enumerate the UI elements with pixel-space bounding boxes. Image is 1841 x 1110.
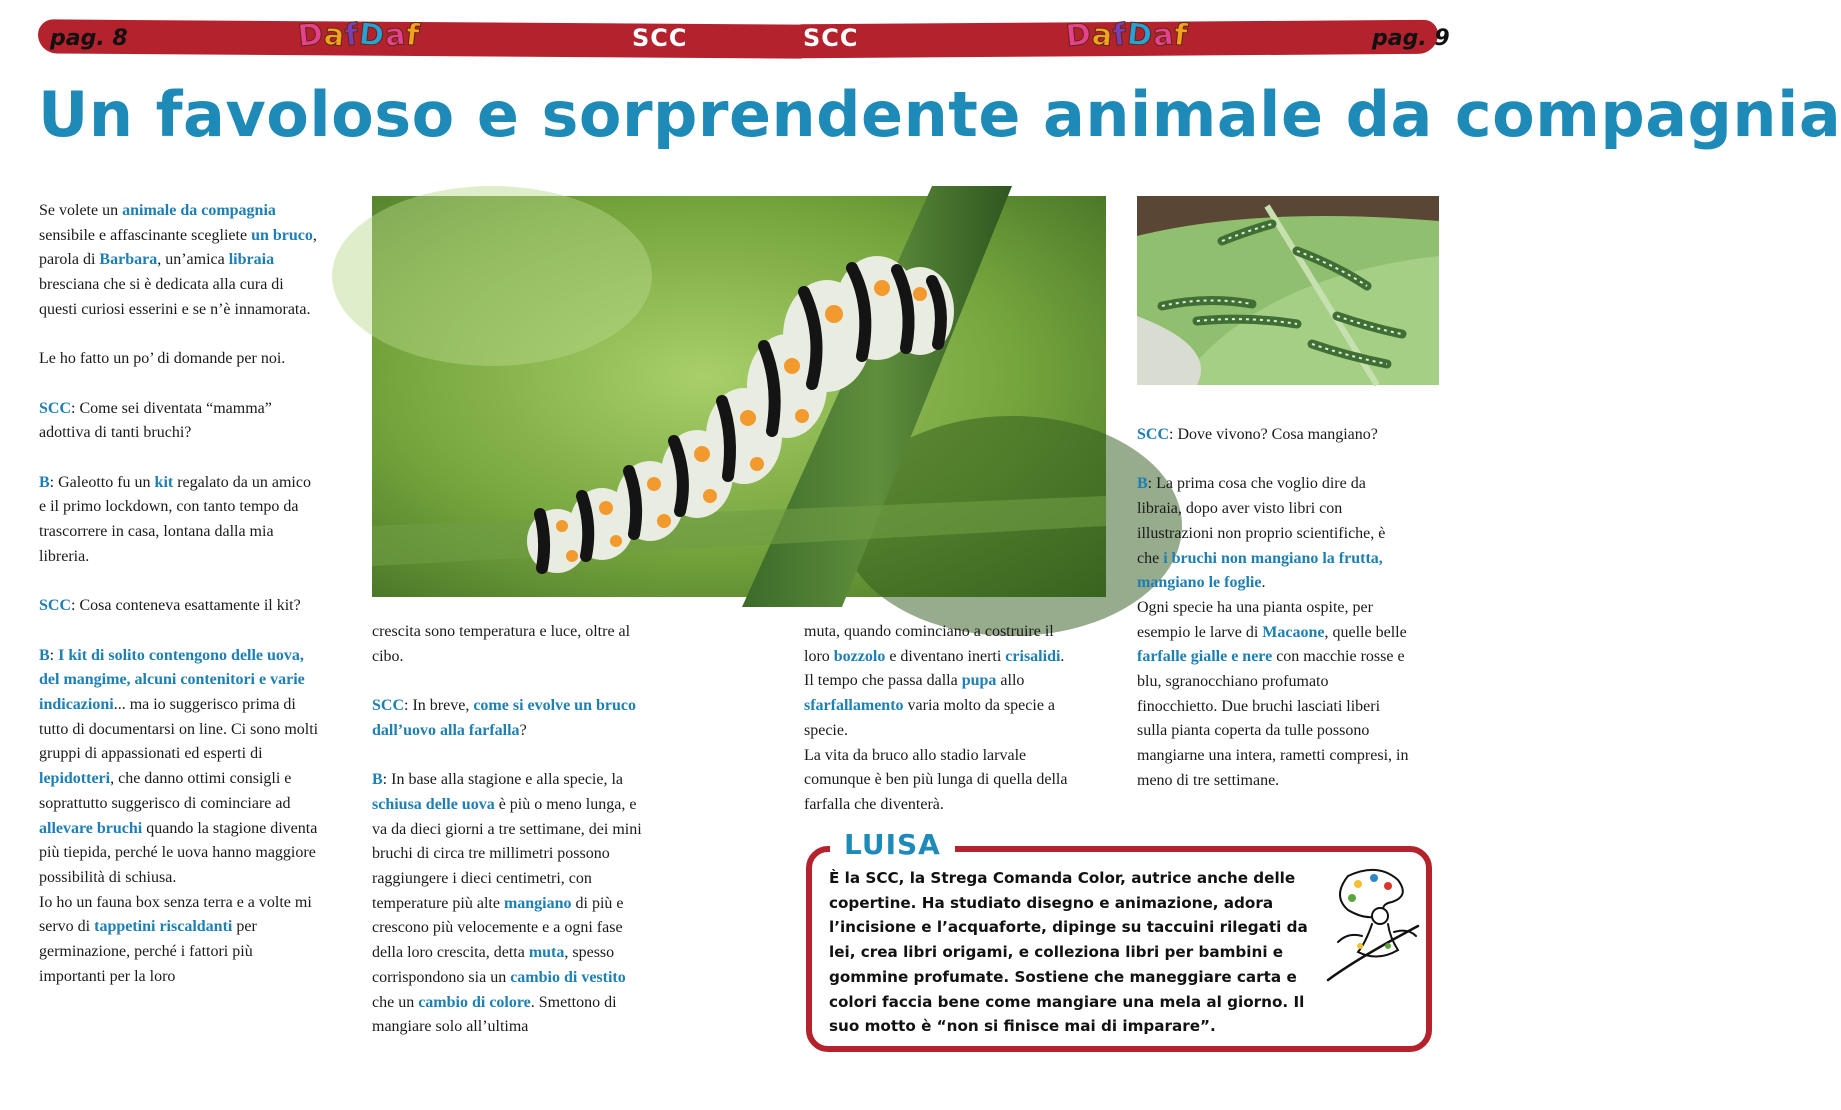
paragraph <box>1137 596 1409 794</box>
highlight-text: tappetini riscaldanti <box>94 918 233 936</box>
text-column-4 <box>1137 423 1409 794</box>
logo-letter: f <box>1111 17 1128 54</box>
paragraph <box>1137 423 1409 448</box>
logo-letter: D <box>296 16 325 55</box>
highlight-text: cambio di vestito <box>510 968 626 986</box>
author-motto: Sostiene che maneggiare carta e colori faccia bene come mangiare una mela al giorno. Il suo motto è “non si finisce mai di imparare”. <box>829 967 1305 1036</box>
body-text: è più o meno lunga, e va da dieci giorni a tre settimane, dei mini bruchi di circa tre millimetri possono raggiungere i dieci centimetri, con temperature più alte <box>372 795 642 912</box>
paragraph <box>372 620 644 669</box>
highlight-text: farfalle gialle e nere <box>1137 648 1273 666</box>
body-text: , parola di <box>39 226 317 269</box>
page-title: Un favoloso e sorprendente animale da compagnia <box>38 78 1841 151</box>
body-text: , che danno ottimi consigli e soprattutto suggerisco di cominciare ad <box>39 770 292 812</box>
header-band-left <box>38 19 804 58</box>
body-text: ? <box>519 721 527 739</box>
body-text: Io ho un fauna box senza terra e a volte mi servo di <box>39 893 312 936</box>
highlight-text: B <box>39 473 50 491</box>
paragraph <box>372 768 644 1040</box>
caterpillars-on-leaf-art <box>1137 196 1439 385</box>
body-text: La vita da bruco allo stadio larvale comunque è ben più lunga di quella della farfalla che diventerà. <box>804 746 1068 813</box>
highlight-text: mangiano <box>503 894 572 912</box>
highlight-text: crisalidi <box>1005 647 1061 665</box>
highlight-text: Macaone <box>1262 623 1325 641</box>
body-text: , un’amica <box>157 251 229 269</box>
highlight-text: cambio di colore <box>418 993 531 1011</box>
body-text: : <box>49 646 59 664</box>
highlight-text: kit <box>154 473 174 491</box>
paragraph <box>39 397 321 446</box>
body-text: bresciana che si è dedicata alla cura di questi curiosi esserini e se n’è innamorata. <box>39 276 311 318</box>
paragraph <box>39 644 321 891</box>
section-label-right: SCC <box>803 24 859 52</box>
body-text: . Smettono di mangiare solo all’ultima <box>372 993 617 1036</box>
page-number-left: pag. 8 <box>50 26 128 51</box>
logo-letter: f <box>404 17 422 54</box>
text-column-1 <box>39 199 321 989</box>
body-text: varia molto da specie a specie. <box>804 697 1056 739</box>
body-text: regalato da un amico e il primo lockdown, con tanto tempo da trascorrere in casa, lontana dalla mia libreria. <box>39 473 311 565</box>
body-text: per germinazione, perché i fattori più importanti per la loro <box>39 918 257 985</box>
body-text: con macchie rosse e blu, sgranocchiano profumato finocchietto. Due bruchi lasciati liberi sulla pianta coperta da tulle possono mangiarne una intera, rametti compresi, in meno di tre settimane. <box>1137 648 1409 789</box>
painter-palette-drawing <box>1318 862 1426 982</box>
body-text: . Il tempo che passa dalla <box>804 647 1065 690</box>
body-text: sensibile e affascinante scegliete <box>39 226 252 244</box>
paragraph <box>39 891 321 990</box>
logo-letter: f <box>1172 17 1190 54</box>
body-text: : In base alla stagione e alla specie, la <box>382 771 624 789</box>
highlight-text: I kit di solito contengono delle uova, del mangime, alcuni contenitori e varie indicazioni <box>39 646 305 713</box>
paragraph <box>39 471 321 570</box>
highlight-text: SCC <box>372 697 405 715</box>
paragraph <box>372 694 644 743</box>
paragraph <box>39 199 321 323</box>
paragraph <box>804 620 1076 744</box>
body-text: e diventano inerti <box>885 647 1006 665</box>
paragraph <box>1137 472 1409 596</box>
logo-letter: a <box>322 17 346 54</box>
body-text: quando la stagione diventa più tiepida, perché le uova hanno maggiore possibilità di schiusa. <box>39 819 318 886</box>
highlight-text: lepidotteri <box>39 770 111 788</box>
body-text: , spesso corrispondono sia un <box>372 944 615 986</box>
logo-letter: D <box>357 16 386 55</box>
highlight-text: SCC <box>39 597 72 615</box>
highlight-text: libraia <box>228 251 275 269</box>
paragraph <box>39 347 321 372</box>
logo-letter: D <box>1064 16 1093 55</box>
logo-letter: D <box>1125 16 1154 55</box>
logo-letter: f <box>343 17 360 54</box>
highlight-text: animale da compagnia <box>122 202 276 219</box>
painter-illustration-icon <box>1318 862 1426 982</box>
body-text: Se volete un <box>39 202 123 219</box>
logo-letter: a <box>383 17 408 54</box>
body-text: che un <box>372 993 419 1011</box>
highlight-text: sfarfallamento <box>804 697 904 715</box>
author-box-title: LUISA <box>830 828 955 861</box>
body-text: . <box>1261 574 1266 592</box>
highlight-text: come si evolve un bruco dall’uovo alla farfalla <box>372 697 636 739</box>
highlight-text: B <box>1137 475 1148 493</box>
dafdaf-logo-right <box>1064 12 1190 56</box>
body-text: : Come sei diventata “mamma” adottiva di tanti bruchi? <box>39 399 272 442</box>
page-number-right: pag. 9 <box>1372 26 1450 51</box>
text-column-2 <box>372 620 644 1040</box>
highlight-text: muta <box>528 944 565 962</box>
highlight-text: B <box>39 646 50 664</box>
caterpillar-photo-art <box>372 196 1106 597</box>
highlight-text: Barbara <box>99 251 158 269</box>
body-text: ... ma io suggerisco prima di tutto di documentarsi on line. Ci sono molti gruppi di appassionati ed esperti di <box>39 695 319 763</box>
body-text: , quelle belle <box>1324 623 1407 641</box>
highlight-text: i bruchi non mangiano la frutta, mangiano le foglie <box>1137 549 1383 592</box>
body-text: : Dove vivono? Cosa mangiano? <box>1169 426 1378 443</box>
paragraph <box>39 594 321 619</box>
caterpillar-photo <box>372 196 1106 597</box>
body-text: : Cosa conteneva esattamente il kit? <box>71 597 301 615</box>
highlight-text: bozzolo <box>833 647 886 665</box>
body-text: crescita sono temperatura e luce, oltre al cibo. <box>372 623 631 665</box>
logo-letter: a <box>1090 17 1114 54</box>
section-label-left: SCC <box>632 24 688 52</box>
paragraph <box>804 744 1076 818</box>
body-text: Le ho fatto un po’ di domande per noi. <box>39 350 286 368</box>
author-box-text <box>829 866 1309 1039</box>
author-bio: È la SCC, la Strega Comanda Color, autrice anche delle copertine. Ha studiato disegno e animazione, adora l’incisione e l’acquaforte, dipinge su taccuini rilegati da lei, crea libri origami, e colleziona libri per bambini e gommine profumate. <box>829 869 1308 986</box>
highlight-text: un bruco <box>251 226 313 244</box>
highlight-text: schiusa delle uova <box>372 795 495 813</box>
caterpillars-on-leaf-photo <box>1137 196 1439 385</box>
text-column-3 <box>804 620 1076 818</box>
body-text: muta, quando cominciano a costruire il loro <box>804 623 1054 665</box>
dafdaf-logo-left <box>296 12 422 56</box>
body-text: di più e crescono più velocemente e a ogni fase della loro crescita, detta <box>372 894 624 962</box>
highlight-text: SCC <box>1137 426 1170 443</box>
logo-letter: a <box>1151 17 1176 54</box>
body-text: : La prima cosa che voglio dire da libraia, dopo aver visto libri con illustrazioni non proprio scientifiche, è che <box>1137 475 1386 567</box>
highlight-text: pupa <box>961 672 997 690</box>
highlight-text: allevare bruchi <box>39 819 143 837</box>
body-text: Ogni specie ha una pianta ospite, per esempio le larve di <box>1137 598 1373 641</box>
highlight-text: SCC <box>39 399 72 417</box>
body-text: : Galeotto fu un <box>49 473 155 491</box>
body-text: allo <box>996 672 1025 690</box>
body-text: : In breve, <box>404 697 474 715</box>
highlight-text: B <box>372 771 383 789</box>
